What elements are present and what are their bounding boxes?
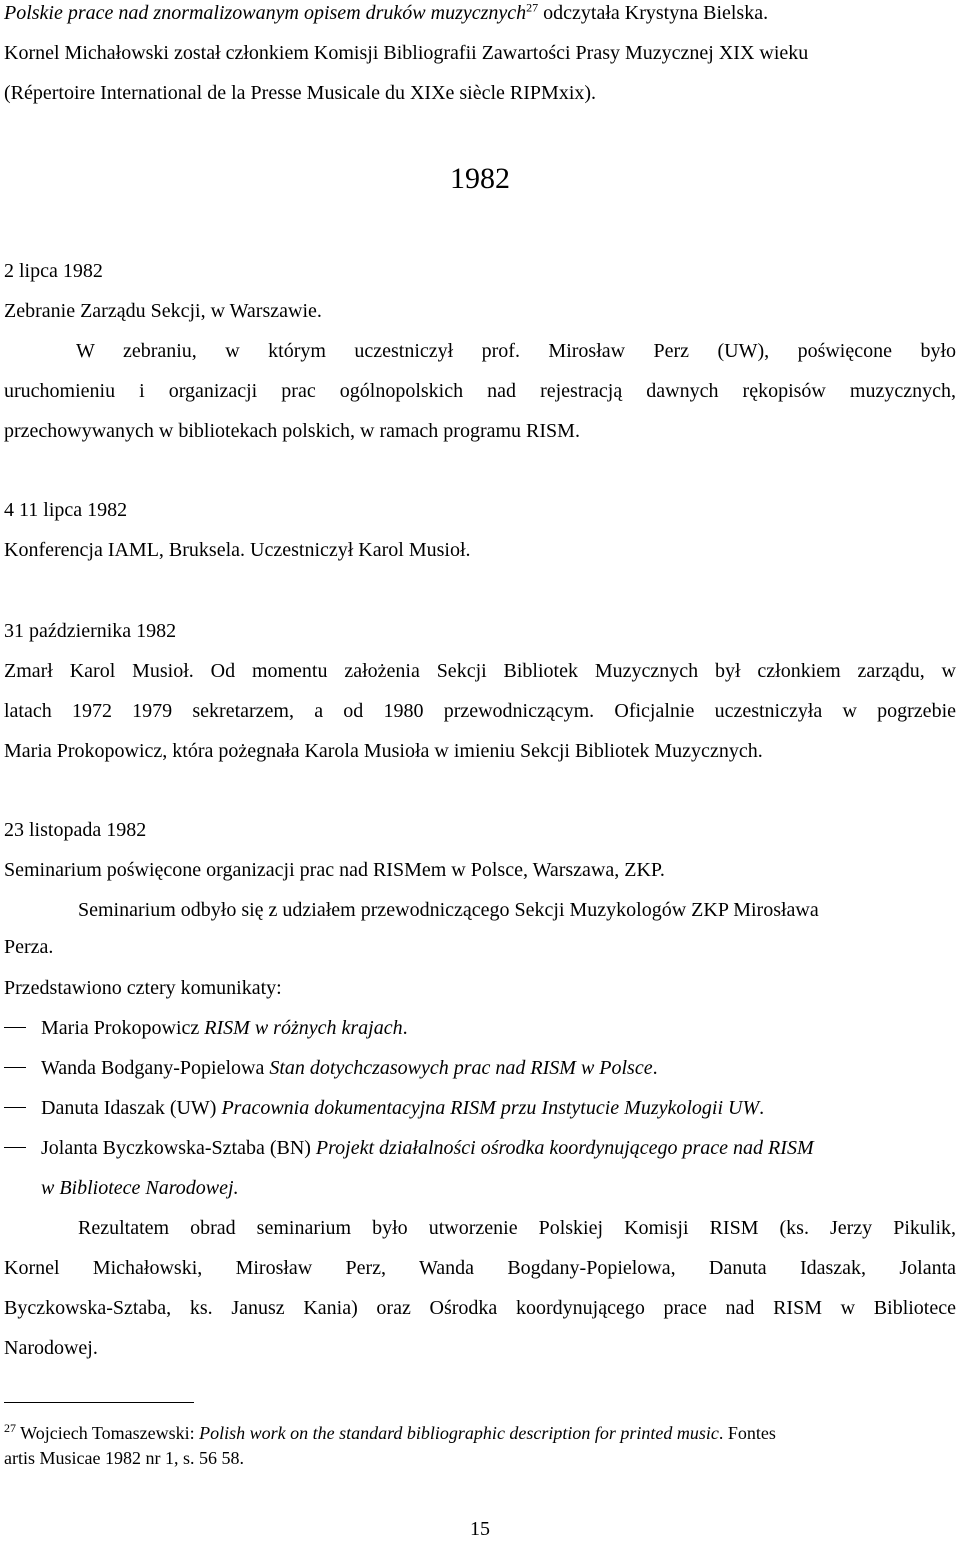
list-item-end: . [759,1097,765,1119]
list-item-author: Danuta Idaszak (UW) [41,1097,222,1119]
intro-line-1-rest: odczytała Krystyna Bielska. [538,2,769,24]
list-item-author: Jolanta Byczkowska-Sztaba (BN) [41,1137,316,1159]
footnote-separator [4,1402,194,1403]
intro-line-2: Kornel Michałowski został członkiem Komisji Bibliografii Zawartości Prasy Muzycznej XIX wieku [4,42,809,64]
dash-bullet [4,1067,26,1068]
entry-text: Konferencja IAML, Bruksela. Uczestniczył Karol Musioł. [4,539,471,561]
list-item [4,1095,764,1121]
entry-text: latach 1972 1979 sekretarzem, a od 1980 przewodniczącym. Oficjalnie uczestniczyła w pogrzebie [4,700,956,722]
intro-italic-title: Polskie prace nad znormalizowanym opisem druków muzycznych [4,2,527,24]
year-heading: 1982 [450,162,510,195]
list-item-title: Stan dotychczasowych prac nad RISM w Polsce [269,1057,653,1079]
entry-date: 4 11 lipca 1982 [4,499,128,521]
entry-text: Rezultatem obrad seminarium było utworzenie Polskiej Komisji RISM (ks. Jerzy Pikulik, [78,1217,956,1239]
intro-line-3: (Répertoire International de la Presse Musicale du XIXe siècle RIPMxix). [4,82,597,104]
entry-text: Narodowej. [4,1337,98,1359]
list-item-title: Projekt działalności ośrodka koordynującego prace nad RISM [315,1137,814,1159]
dash-bullet [4,1107,26,1108]
footnote-author: Wojciech Tomaszewski: [16,1423,200,1443]
list-item-author: Maria Prokopowicz [41,1017,205,1039]
entry-text: Kornel Michałowski, Mirosław Perz, Wanda Bogdany-Popielowa, Danuta Idaszak, Jolanta [4,1257,956,1279]
entry-text: Seminarium odbyło się z udziałem przewodniczącego Sekcji Muzykologów ZKP Mirosława [78,899,819,921]
entry-date: 31 października 1982 [4,620,177,642]
list-item [4,1055,658,1081]
list-item-continuation: w Bibliotece Narodowej. [41,1177,239,1199]
entry-text: Przedstawiono cztery komunikaty: [4,977,282,999]
entry-text: Zebranie Zarządu Sekcji, w Warszawie. [4,300,322,322]
footnote-line-2: artis Musicae 1982 nr 1, s. 56 58. [4,1448,244,1468]
entry-text: Maria Prokopowicz, która pożegnała Karola Musioła w imieniu Sekcji Bibliotek Muzycznych. [4,740,763,762]
page-number: 15 [470,1518,490,1540]
list-item [4,1135,814,1161]
dash-bullet [4,1027,26,1028]
footnote [4,1422,956,1444]
entry-text: Zmarł Karol Musioł. Od momentu założenia Sekcji Bibliotek Muzycznych był członkiem zarządu, w [4,660,956,682]
dash-bullet [4,1147,26,1148]
footnote-rest: . Fontes [718,1423,776,1443]
list-item [4,1015,408,1041]
entry-text: Byczkowska-Sztaba, ks. Janusz Kania) oraz Ośrodka koordynującego prace nad RISM w Bibliotece [4,1297,956,1319]
entry-text: Perza. [4,936,54,958]
entry-text: uruchomieniu i organizacji prac ogólnopolskich nad rejestracją dawnych rękopisów muzycznych, [4,380,956,402]
list-item-author: Wanda Bodgany-Popielowa [41,1057,270,1079]
footnote-number: 27 [4,1421,16,1435]
list-item-end: . [402,1017,408,1039]
entry-date: 23 listopada 1982 [4,819,147,841]
entry-text: przechowywanych w bibliotekach polskich, w ramach programu RISM. [4,420,580,442]
footnote-title: Polish work on the standard bibliographic description for printed music [199,1423,719,1443]
list-item-title: Pracownia dokumentacyjna RISM przu Instytucie Muzykologii UW [221,1097,760,1119]
list-item-end: . [652,1057,658,1079]
entry-date: 2 lipca 1982 [4,260,103,282]
list-item-title: RISM w różnych krajach [204,1017,403,1039]
footnote-ref: 27 [526,0,539,15]
entry-text: W zebraniu, w którym uczestniczył prof. Mirosław Perz (UW), poświęcone było [76,340,956,362]
intro-line-1 [4,0,956,26]
entry-text: Seminarium poświęcone organizacji prac nad RISMem w Polsce, Warszawa, ZKP. [4,859,665,881]
